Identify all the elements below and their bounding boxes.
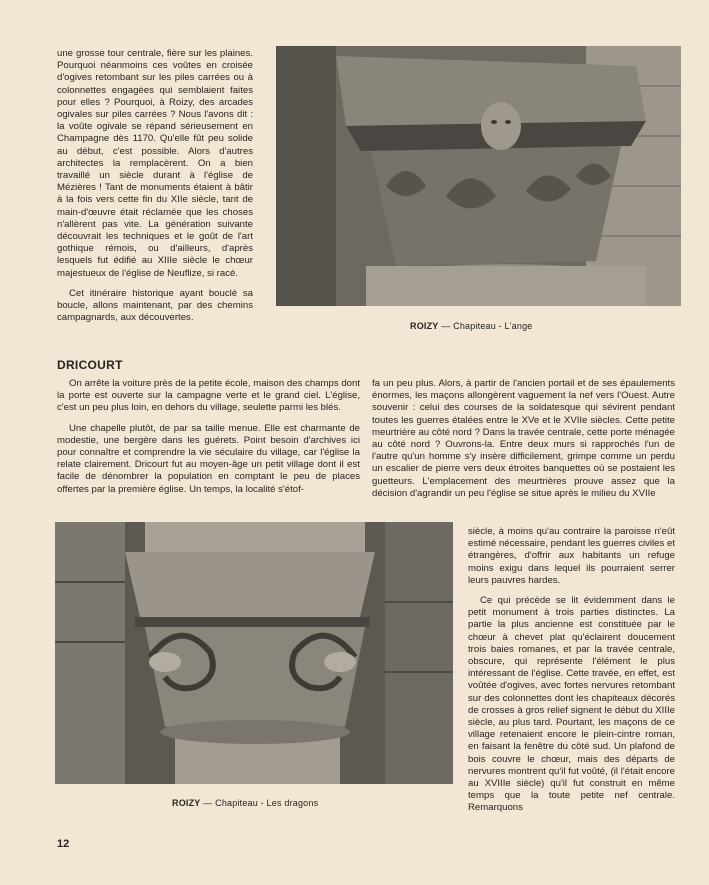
intro-column: [57, 48, 253, 332]
photo-capital-angel: [276, 46, 681, 306]
section-col2-bottom-paragraph-1: siècle, à moins qu'au contraire la paroisse n'eût estimé nécessaire, pendant les guerres civiles et étrangères, d'offrir aux habitants un refuge moins exigu dans lequel ils pourraient serrer leurs pauvres hardes.: [468, 526, 675, 586]
section-col2-bottom-paragraph-2: Ce qui précède se lit évidemment dans le petit monument à trois parties distinctes. La partie la plus ancienne est constituée par le chœur à chevet plat qu'éclairent doucement trois baies romanes, et par la travée centrale, obscure, qui représente l'élément le plus intéressant de l'église. Cette travée, en effet, est voûtée d'ogives, avec fortes nervures retombant sur des colonnettes dont les chapiteaux décorés de crosses à gros relief signent le début du XIIIe siècle, au plus tard. Pourtant, les maçons de ce village retenaient encore le plein-cintre roman, en faisant la fenêtre du côté sud. Un plafond de bois couvre le chœur, mais des départs de nervures montrent qu'il fut voûté, (il l'était encore au XVIIIe siècle) qu'il fut construit en même temps que la toute petite nef centrale. Remarquons: [468, 595, 675, 814]
section-col1-paragraph-1: On arrête la voiture près de la petite école, maison des champs dont la porte est ouverte sur la campagne verte et le grand ciel. L'église, c'est un peu plus loin, en dehors du village, seulette parmi les blés.: [57, 378, 360, 414]
capital-angel-illustration: [276, 46, 681, 306]
caption-dragons-text: — Chapiteau - Les dragons: [200, 798, 319, 808]
section-column-1: [57, 378, 360, 504]
section-column-2: [372, 378, 675, 508]
section-col1-paragraph-2: Une chapelle plutôt, de par sa taille menue. Elle est charmante de modestie, une bergère dans les guérets. Point besoin d'archives ici pour connaître et comprendre la vie séculaire du village, car l'église la relate clairement. Dricourt fut au moyen-âge un petit village dont il est facile de dénombrer la population en comptant le peu de places offertes par la première église. Un temps, la localité s'étof-: [57, 422, 360, 495]
caption-angel: [410, 321, 533, 331]
intro-paragraph-2: Cet itinéraire historique ayant bouclé sa boucle, allons maintenant, par des chemins campagnards, aux découvertes.: [57, 287, 253, 324]
caption-angel-text: — Chapiteau - L'ange: [438, 321, 533, 331]
intro-paragraph-1: une grosse tour centrale, fière sur les plaines. Pourquoi néanmoins ces voûtes en croisée d'ogives retombant sur les piles carrées ou à colonnettes engagées qui semblaient faites pour elles ? Pourquoi, à Roizy, des arcades ogivales sur piles carrées ? Nous l'avons dit : la voûte ogivale se répand sérieusement en Champagne dès 1170. Qu'elle fût peu solide au début, c'est possible. Alors d'autres architectes la remplacèrent. On a bien travaillé un siècle durant à l'église de Mézières ! Tant de monuments étaient à bâtir à la fois vers cette fin du XIIe siècle, tant de main-d'œuvre était réclamée que les choses n'allèrent pas vite. La génération suivante découvrait les techniques et le goût de l'art gothique rémois, ou d'ailleurs, d'après lesquels fut édifié au XIIIe siècle le chœur majestueux de l'église de Neuflize, si racé.: [57, 48, 253, 279]
caption-angel-place: ROIZY: [410, 321, 439, 331]
photo-capital-dragons: [55, 522, 453, 784]
section-heading: DRICOURT: [57, 358, 123, 372]
page-number: 12: [57, 838, 70, 850]
section-col2-paragraph-1: fa un peu plus. Alors, à partir de l'ancien portail et de ses épaulements énormes, les maçons allongèrent vaguement la nef vers l'Ouest. Autre souvenir : celui des courses de la soldatesque qui sévirent pendant toutes les guerres étalées entre le XVe et le XVIIe siècles. Cette petite meurtrière au côté nord ? Dans la travée centrale, cette porte ménagée au côté nord ? Ouvrons-la. Entre deux murs si rapprochés l'un de l'autre qu'un homme s'y insère difficilement, grimpe comme un perdu un escalier de pierre vers deux étroites banquettes où se postaient les guetteurs. L'emplacement des meurtrières prouve assez que la décision d'agrandir un peu l'église se situe après le milieu du XVIIe: [372, 378, 675, 499]
caption-dragons: [172, 798, 318, 808]
caption-dragons-place: ROIZY: [172, 798, 201, 808]
section-column-2-continued: [468, 526, 675, 823]
capital-dragons-illustration: [55, 522, 453, 784]
